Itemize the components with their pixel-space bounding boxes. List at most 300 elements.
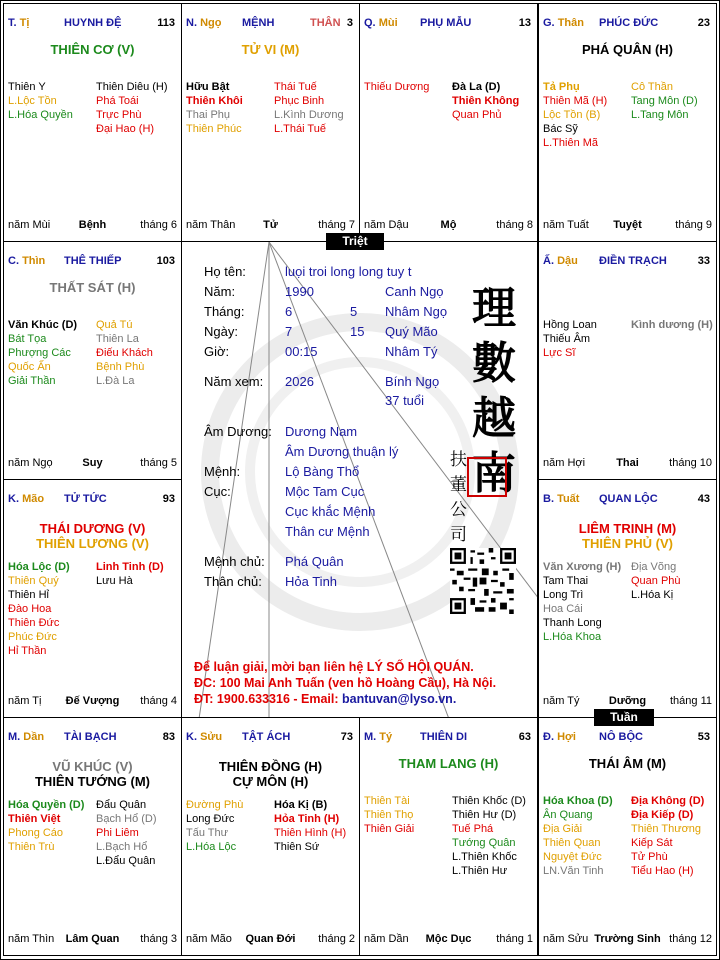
life-stage: Quan Đới bbox=[245, 933, 296, 945]
main-stars bbox=[539, 42, 716, 57]
minor-star: Hữu Bật bbox=[186, 81, 230, 93]
minor-star: Long Trì bbox=[543, 589, 584, 601]
minor-star: Lực Sĩ bbox=[543, 347, 576, 359]
palace-number: 73 bbox=[340, 731, 353, 743]
year-branch: năm Thân bbox=[186, 219, 236, 231]
label-ngay: Ngày: bbox=[204, 324, 238, 339]
minor-star: Hóa Quyền (D) bbox=[8, 799, 85, 811]
year-branch: năm Tị bbox=[8, 695, 42, 707]
palace-name: TỬ TỨC bbox=[64, 493, 107, 505]
minor-star: Hóa Khoa (D) bbox=[543, 795, 613, 807]
palace-header bbox=[543, 493, 712, 507]
year-branch: năm Hợi bbox=[543, 457, 586, 469]
heavenly-stem: N. bbox=[186, 17, 197, 29]
palace-footer bbox=[8, 695, 177, 709]
earthly-branch: Tý bbox=[379, 731, 393, 743]
minor-stars-right bbox=[631, 80, 698, 122]
palace-header bbox=[364, 17, 533, 31]
view-year-can-chi: Bính Ngọ bbox=[385, 374, 440, 389]
label-nam: Năm: bbox=[204, 284, 236, 299]
palace-number: 33 bbox=[697, 255, 710, 267]
minor-star: Thiên Đức bbox=[8, 617, 60, 629]
earthly-branch: Mão bbox=[22, 493, 45, 505]
main-stars bbox=[539, 521, 716, 551]
minor-star: Tuế Phá bbox=[452, 823, 494, 835]
main-star: VŨ KHÚC (V) bbox=[52, 759, 133, 774]
minor-star: L.Tang Môn bbox=[631, 109, 689, 121]
palace-number: 3 bbox=[346, 17, 353, 29]
minor-stars-left bbox=[186, 798, 243, 854]
earthly-branch: Dần bbox=[23, 731, 45, 743]
palace-number: 23 bbox=[697, 17, 710, 29]
minor-star: Lộc Tồn (B) bbox=[543, 109, 601, 121]
minor-star: LN.Văn Tinh bbox=[543, 865, 604, 877]
minor-stars-left bbox=[543, 560, 621, 644]
minor-star: Nguyệt Đức bbox=[543, 851, 602, 863]
minor-star: L.Thái Tuế bbox=[274, 123, 326, 135]
heavenly-stem: B. bbox=[543, 493, 554, 505]
minor-stars-right bbox=[96, 318, 153, 388]
minor-star: Thanh Long bbox=[543, 617, 602, 629]
minor-star: Thiên Khốc (D) bbox=[452, 795, 526, 807]
minor-star: Địa Kiếp (D) bbox=[631, 809, 694, 821]
palace-footer bbox=[543, 933, 712, 947]
contact-line-1: Để luận giải, mời bạn liên hệ LÝ SỐ HỘI QUÁN. bbox=[194, 660, 474, 674]
minor-stars-left bbox=[543, 318, 597, 360]
palace-header bbox=[543, 731, 712, 745]
lunar-day-value: 15 bbox=[350, 324, 365, 339]
minor-star: Hóa Kị (B) bbox=[274, 799, 328, 811]
lunar-month: tháng 8 bbox=[496, 219, 533, 231]
main-star: THAM LANG (H) bbox=[398, 756, 499, 771]
minor-stars-left bbox=[543, 80, 607, 150]
minor-stars-right bbox=[452, 794, 526, 878]
earthly-branch: Ngọ bbox=[200, 17, 222, 29]
minor-star: Hoa Cái bbox=[543, 603, 583, 615]
lunar-month-value: 5 bbox=[350, 304, 358, 319]
minor-star: Thiên Khôi bbox=[186, 95, 243, 107]
minor-star: Văn Khúc (D) bbox=[8, 319, 78, 331]
palace-number: 83 bbox=[162, 731, 175, 743]
minor-star: Hồng Loan bbox=[543, 319, 597, 331]
life-stage: Trường Sinh bbox=[594, 933, 661, 945]
palace-cell-dau[interactable] bbox=[538, 241, 717, 480]
name-value: luọi troi long long tuy t bbox=[285, 264, 412, 279]
label-menh: Mệnh: bbox=[204, 464, 241, 479]
side-calligraphy-char: 公 bbox=[450, 500, 467, 520]
minor-star: Quan Phủ bbox=[452, 109, 502, 121]
calligraphy-char: 越 bbox=[472, 393, 516, 444]
palace-name: TÀI BẠCH bbox=[64, 731, 117, 743]
minor-stars-left bbox=[8, 798, 84, 854]
main-stars bbox=[182, 759, 359, 789]
palace-footer bbox=[543, 457, 712, 471]
minor-star: Địa Võng bbox=[631, 561, 677, 573]
palace-number: 43 bbox=[697, 493, 710, 505]
minor-stars-left bbox=[364, 80, 429, 94]
palace-cell-ty2[interactable] bbox=[359, 717, 538, 956]
palace-footer bbox=[8, 457, 177, 471]
palace-name: PHỤ MẪU bbox=[420, 17, 472, 29]
label-gio: Giờ: bbox=[204, 344, 230, 359]
lunar-month: tháng 10 bbox=[669, 457, 712, 469]
label-menh-chu: Mệnh chủ: bbox=[204, 554, 265, 569]
am-duong-note: Âm Dương thuận lý bbox=[285, 444, 399, 459]
main-star: THÁI DƯƠNG (V) bbox=[39, 521, 146, 536]
calligraphy-char: 南 bbox=[472, 448, 516, 499]
minor-star: Phi Liêm bbox=[96, 827, 139, 839]
minor-star: Thiên La bbox=[96, 333, 139, 345]
minor-stars-right bbox=[274, 80, 344, 136]
tuan-marker: Tuần bbox=[594, 709, 654, 726]
triet-marker: Triệt bbox=[326, 233, 384, 250]
than-chu-value: Hỏa Tinh bbox=[285, 574, 338, 589]
minor-stars-right bbox=[274, 798, 346, 854]
than-tag: THÂN bbox=[310, 17, 341, 29]
minor-star: Phá Toái bbox=[96, 95, 139, 107]
year-branch: năm Dậu bbox=[364, 219, 409, 231]
main-star: THIÊN PHỦ (V) bbox=[582, 536, 673, 551]
calligraphy-char: 數 bbox=[472, 338, 516, 389]
life-stage: Mộc Dục bbox=[425, 933, 472, 945]
palace-cell-hoi[interactable] bbox=[538, 717, 717, 956]
minor-star: Tướng Quân bbox=[452, 837, 516, 849]
minor-stars-right bbox=[96, 798, 157, 868]
minor-star: Thiên Hình (H) bbox=[274, 827, 347, 839]
minor-star: Ân Quang bbox=[543, 809, 593, 821]
life-stage: Lâm Quan bbox=[65, 933, 120, 945]
palace-name: PHÚC ĐỨC bbox=[599, 17, 659, 29]
main-star: THÁI ÂM (M) bbox=[588, 756, 667, 771]
minor-star: Đường Phù bbox=[186, 799, 244, 811]
palace-cell-tuat[interactable] bbox=[538, 479, 717, 718]
palace-footer bbox=[186, 933, 355, 947]
life-stage: Tuyệt bbox=[613, 219, 642, 231]
heavenly-stem: Q. bbox=[364, 17, 376, 29]
palace-number: 103 bbox=[156, 255, 175, 267]
minor-star: Đào Hoa bbox=[8, 603, 52, 615]
life-stage: Suy bbox=[82, 457, 103, 469]
palace-cell-dan[interactable] bbox=[3, 717, 182, 956]
minor-star: Thiên Sứ bbox=[274, 841, 320, 853]
palace-cell-thin[interactable] bbox=[3, 241, 182, 480]
palace-header bbox=[543, 255, 712, 269]
palace-name: ĐIỀN TRẠCH bbox=[599, 255, 667, 267]
label-than-chu: Thân chủ: bbox=[204, 574, 262, 589]
palace-cell-mao[interactable] bbox=[3, 479, 182, 718]
minor-star: Cô Thần bbox=[631, 81, 673, 93]
heavenly-stem: K. bbox=[8, 493, 19, 505]
minor-star: L.Thiên Hư bbox=[452, 865, 508, 877]
lunar-month: tháng 7 bbox=[318, 219, 355, 231]
life-stage: Tử bbox=[263, 219, 278, 231]
palace-header bbox=[8, 255, 177, 269]
lunar-month: tháng 1 bbox=[496, 933, 533, 945]
minor-star: L.Thiên Mã bbox=[543, 137, 599, 149]
main-star: THIÊN CƠ (V) bbox=[50, 42, 135, 57]
earthly-branch: Dậu bbox=[557, 255, 578, 267]
minor-star: Tam Thai bbox=[543, 575, 589, 587]
year-branch: năm Ngọ bbox=[8, 457, 53, 469]
year-branch: năm Tý bbox=[543, 695, 580, 707]
month-value: 6 bbox=[285, 304, 293, 319]
contact-phone: ĐT: 1900.633316 - Email: bbox=[194, 692, 342, 706]
palace-cell-than[interactable] bbox=[538, 3, 717, 242]
minor-star: L.Lộc Tồn bbox=[8, 95, 57, 107]
side-calligraphy-char: 司 bbox=[450, 525, 467, 545]
contact-phone-email bbox=[194, 692, 456, 706]
minor-star: Phong Cáo bbox=[8, 827, 64, 839]
minor-stars-right bbox=[96, 80, 168, 136]
minor-star: Đẩu Quân bbox=[96, 799, 147, 811]
month-can-chi: Nhâm Ngọ bbox=[385, 304, 448, 319]
minor-star: Thiên Thọ bbox=[364, 809, 414, 821]
minor-star: L.Bạch Hổ bbox=[96, 841, 148, 853]
minor-star: Linh Tinh (D) bbox=[96, 561, 164, 573]
palace-header bbox=[364, 731, 533, 745]
palace-number: 93 bbox=[162, 493, 175, 505]
life-stage: Dưỡng bbox=[608, 695, 647, 707]
life-stage: Đế Vượng bbox=[65, 695, 120, 707]
main-star: PHÁ QUÂN (H) bbox=[582, 42, 673, 57]
palace-header bbox=[186, 731, 355, 745]
minor-star: Thiên Diêu (H) bbox=[96, 81, 168, 93]
side-calligraphy-char: 董 bbox=[450, 475, 467, 495]
heavenly-stem: G. bbox=[543, 17, 555, 29]
palace-cell-ngo[interactable] bbox=[181, 3, 360, 242]
minor-star: Quan Phù bbox=[631, 575, 681, 587]
minor-star: Phục Binh bbox=[274, 95, 325, 107]
main-star: THẤT SÁT (H) bbox=[49, 280, 136, 295]
minor-star: Trực Phù bbox=[96, 109, 142, 121]
minor-star: Thiên Tài bbox=[364, 795, 410, 807]
year-branch: năm Dần bbox=[364, 933, 409, 945]
year-branch: năm Thìn bbox=[8, 933, 55, 945]
minor-stars-right bbox=[96, 560, 164, 588]
year-branch: năm Mùi bbox=[8, 219, 51, 231]
palace-header bbox=[8, 731, 177, 745]
minor-star: Thiên Hư (D) bbox=[452, 809, 517, 821]
heavenly-stem: K. bbox=[186, 731, 197, 743]
main-star: THIÊN ĐỒNG (H) bbox=[218, 759, 323, 774]
minor-star: Quả Tú bbox=[96, 319, 133, 331]
palace-number: 13 bbox=[518, 17, 531, 29]
contact-email-link[interactable]: bantuvan@lyso.vn. bbox=[342, 692, 457, 706]
minor-star: Lưu Hà bbox=[96, 575, 133, 587]
minor-star: Giải Thần bbox=[8, 375, 56, 387]
hour-can-chi: Nhâm Tý bbox=[385, 344, 438, 359]
lunar-month: tháng 5 bbox=[140, 457, 177, 469]
age-value: 37 tuổi bbox=[385, 393, 425, 408]
palace-name: THIÊN DI bbox=[420, 731, 468, 743]
minor-star: L.Hóa Lộc bbox=[186, 841, 237, 853]
am-duong-value: Dương Nam bbox=[285, 424, 358, 439]
lunar-month: tháng 9 bbox=[675, 219, 712, 231]
minor-star: L.Hóa Quyền bbox=[8, 109, 73, 121]
minor-star: Địa Không (D) bbox=[631, 795, 705, 807]
year-value: 1990 bbox=[285, 284, 314, 299]
minor-star: L.Hóa Kị bbox=[631, 589, 674, 601]
lunar-month: tháng 12 bbox=[669, 933, 712, 945]
palace-footer bbox=[543, 695, 712, 709]
cuc-relation: Cục khắc Mệnh bbox=[285, 504, 376, 519]
minor-star: Kình dương (H) bbox=[631, 319, 713, 331]
main-stars bbox=[539, 756, 716, 771]
center-info-panel bbox=[181, 241, 538, 718]
minor-star: Hóa Lộc (D) bbox=[8, 561, 70, 573]
hour-value: 00:15 bbox=[285, 344, 318, 359]
earthly-branch: Sửu bbox=[200, 731, 223, 743]
heavenly-stem: C. bbox=[8, 255, 19, 267]
minor-star: Quốc Ấn bbox=[8, 361, 51, 373]
menh-value: Lộ Bàng Thổ bbox=[285, 464, 360, 479]
year-can-chi: Canh Ngọ bbox=[385, 284, 444, 299]
minor-star: Thiên Giải bbox=[364, 823, 415, 835]
main-stars bbox=[182, 42, 359, 57]
main-stars bbox=[4, 42, 181, 57]
minor-star: Thiên Phúc bbox=[186, 123, 242, 135]
minor-star: Bạch Hổ (D) bbox=[96, 813, 157, 825]
calligraphy-char: 理 bbox=[472, 283, 516, 334]
minor-star: Hỏa Tinh (H) bbox=[274, 813, 340, 825]
main-star: THIÊN TƯỚNG (M) bbox=[34, 774, 151, 789]
minor-star: Tiểu Hao (H) bbox=[631, 865, 694, 877]
main-stars bbox=[4, 280, 181, 295]
life-stage: Bệnh bbox=[78, 219, 107, 231]
year-branch: năm Mão bbox=[186, 933, 232, 945]
red-seal-stamp bbox=[467, 457, 507, 497]
minor-star: Long Đức bbox=[186, 813, 235, 825]
minor-stars-left bbox=[8, 560, 70, 658]
minor-star: Tả Phụ bbox=[543, 81, 580, 93]
minor-stars-left bbox=[8, 80, 73, 122]
lunar-month: tháng 4 bbox=[140, 695, 177, 707]
contact-address: ĐC: 100 Mai Anh Tuấn (ven hồ Hoàng Cầu), Hà Nội. bbox=[194, 676, 497, 690]
palace-name: TẬT ÁCH bbox=[242, 731, 291, 743]
minor-star: L.Hóa Khoa bbox=[543, 631, 602, 643]
life-stage: Mộ bbox=[440, 219, 457, 231]
lunar-month: tháng 11 bbox=[669, 695, 712, 707]
earthly-branch: Tị bbox=[19, 17, 30, 29]
earthly-branch: Thìn bbox=[22, 255, 46, 267]
minor-star: Phúc Đức bbox=[8, 631, 57, 643]
palace-name: QUAN LỘC bbox=[599, 493, 658, 505]
minor-star: Đà La (D) bbox=[452, 81, 501, 93]
earthly-branch: Mùi bbox=[378, 17, 398, 29]
palace-footer bbox=[364, 933, 533, 947]
main-stars bbox=[4, 759, 181, 789]
palace-name: NÔ BỘC bbox=[599, 731, 643, 743]
palace-cell-ty[interactable] bbox=[3, 3, 182, 242]
main-star: TỬ VI (M) bbox=[241, 42, 300, 57]
qr-code[interactable] bbox=[450, 548, 516, 614]
minor-stars-left bbox=[8, 318, 77, 388]
main-star: LIÊM TRINH (M) bbox=[578, 521, 677, 536]
heavenly-stem: Đ. bbox=[543, 731, 554, 743]
minor-star: Thiên Trù bbox=[8, 841, 55, 853]
minor-star: Thiên Quan bbox=[543, 837, 601, 849]
lunar-month: tháng 2 bbox=[318, 933, 355, 945]
palace-footer bbox=[8, 219, 177, 233]
minor-stars-left bbox=[543, 794, 613, 878]
label-nam-xem: Năm xem: bbox=[204, 374, 264, 389]
minor-star: L.Đẩu Quân bbox=[96, 855, 156, 867]
minor-star: Thiên Không bbox=[452, 95, 520, 107]
earthly-branch: Hợi bbox=[557, 731, 576, 743]
minor-star: Thiên Việt bbox=[8, 813, 61, 825]
palace-name: THÊ THIẾP bbox=[64, 255, 122, 267]
minor-star: Thái Tuế bbox=[274, 81, 317, 93]
palace-number: 53 bbox=[697, 731, 710, 743]
main-stars bbox=[4, 521, 181, 551]
heavenly-stem: M. bbox=[364, 731, 377, 743]
heavenly-stem: T. bbox=[8, 17, 17, 29]
minor-stars-right bbox=[631, 318, 713, 332]
life-stage: Thai bbox=[616, 457, 639, 469]
minor-stars-right bbox=[631, 560, 681, 602]
palace-cell-mui[interactable] bbox=[359, 3, 538, 242]
heavenly-stem: Ấ. bbox=[543, 255, 554, 267]
minor-star: Đại Hao (H) bbox=[96, 123, 155, 135]
minor-star: L.Kình Dương bbox=[274, 109, 344, 121]
minor-stars-right bbox=[631, 794, 704, 878]
minor-star: Thai Phụ bbox=[186, 109, 231, 121]
cuc-value: Mộc Tam Cục bbox=[285, 484, 365, 499]
main-star: THIÊN LƯƠNG (V) bbox=[36, 536, 149, 551]
minor-stars-right bbox=[452, 80, 519, 122]
palace-number: 63 bbox=[518, 731, 531, 743]
palace-name: HUYNH ĐỆ bbox=[64, 17, 122, 29]
minor-star: Tử Phù bbox=[631, 851, 668, 863]
minor-star: Tấu Thư bbox=[186, 827, 229, 839]
palace-header bbox=[8, 17, 177, 31]
view-year-value: 2026 bbox=[285, 374, 314, 389]
minor-star: Địa Giải bbox=[543, 823, 583, 835]
heavenly-stem: M. bbox=[8, 731, 21, 743]
than-position: Thân cư Mệnh bbox=[285, 524, 370, 539]
minor-star: Bát Tọa bbox=[8, 333, 47, 345]
main-star: CỰ MÔN (H) bbox=[232, 774, 309, 789]
minor-stars-left bbox=[364, 794, 414, 836]
minor-star: Tang Môn (D) bbox=[631, 95, 698, 107]
minor-star: L.Đà La bbox=[96, 375, 135, 387]
year-branch: năm Sửu bbox=[543, 933, 589, 945]
minor-star: Bệnh Phù bbox=[96, 361, 145, 373]
minor-star: Thiếu Âm bbox=[543, 333, 591, 345]
label-cuc: Cục: bbox=[204, 484, 231, 499]
minor-star: Phượng Các bbox=[8, 347, 71, 359]
earthly-branch: Tuất bbox=[557, 493, 580, 505]
label-ho-ten: Họ tên: bbox=[204, 264, 246, 279]
minor-star: Điếu Khách bbox=[96, 347, 153, 359]
minor-star: Kiếp Sát bbox=[631, 837, 673, 849]
minor-star: Thiên Quý bbox=[8, 575, 59, 587]
palace-header bbox=[543, 17, 712, 31]
earthly-branch: Thân bbox=[557, 17, 584, 29]
minor-star: Thiên Hỉ bbox=[8, 589, 49, 601]
lunar-month: tháng 3 bbox=[140, 933, 177, 945]
lunar-month: tháng 6 bbox=[140, 219, 177, 231]
palace-header bbox=[8, 493, 177, 507]
palace-name: MỆNH bbox=[242, 17, 275, 29]
palace-footer bbox=[8, 933, 177, 947]
minor-star: Văn Xương (H) bbox=[543, 561, 622, 573]
palace-cell-suu[interactable] bbox=[181, 717, 360, 956]
label-thang: Tháng: bbox=[204, 304, 245, 319]
main-stars bbox=[360, 756, 537, 771]
label-am-duong: Âm Dương: bbox=[204, 424, 272, 439]
palace-footer bbox=[364, 219, 533, 233]
